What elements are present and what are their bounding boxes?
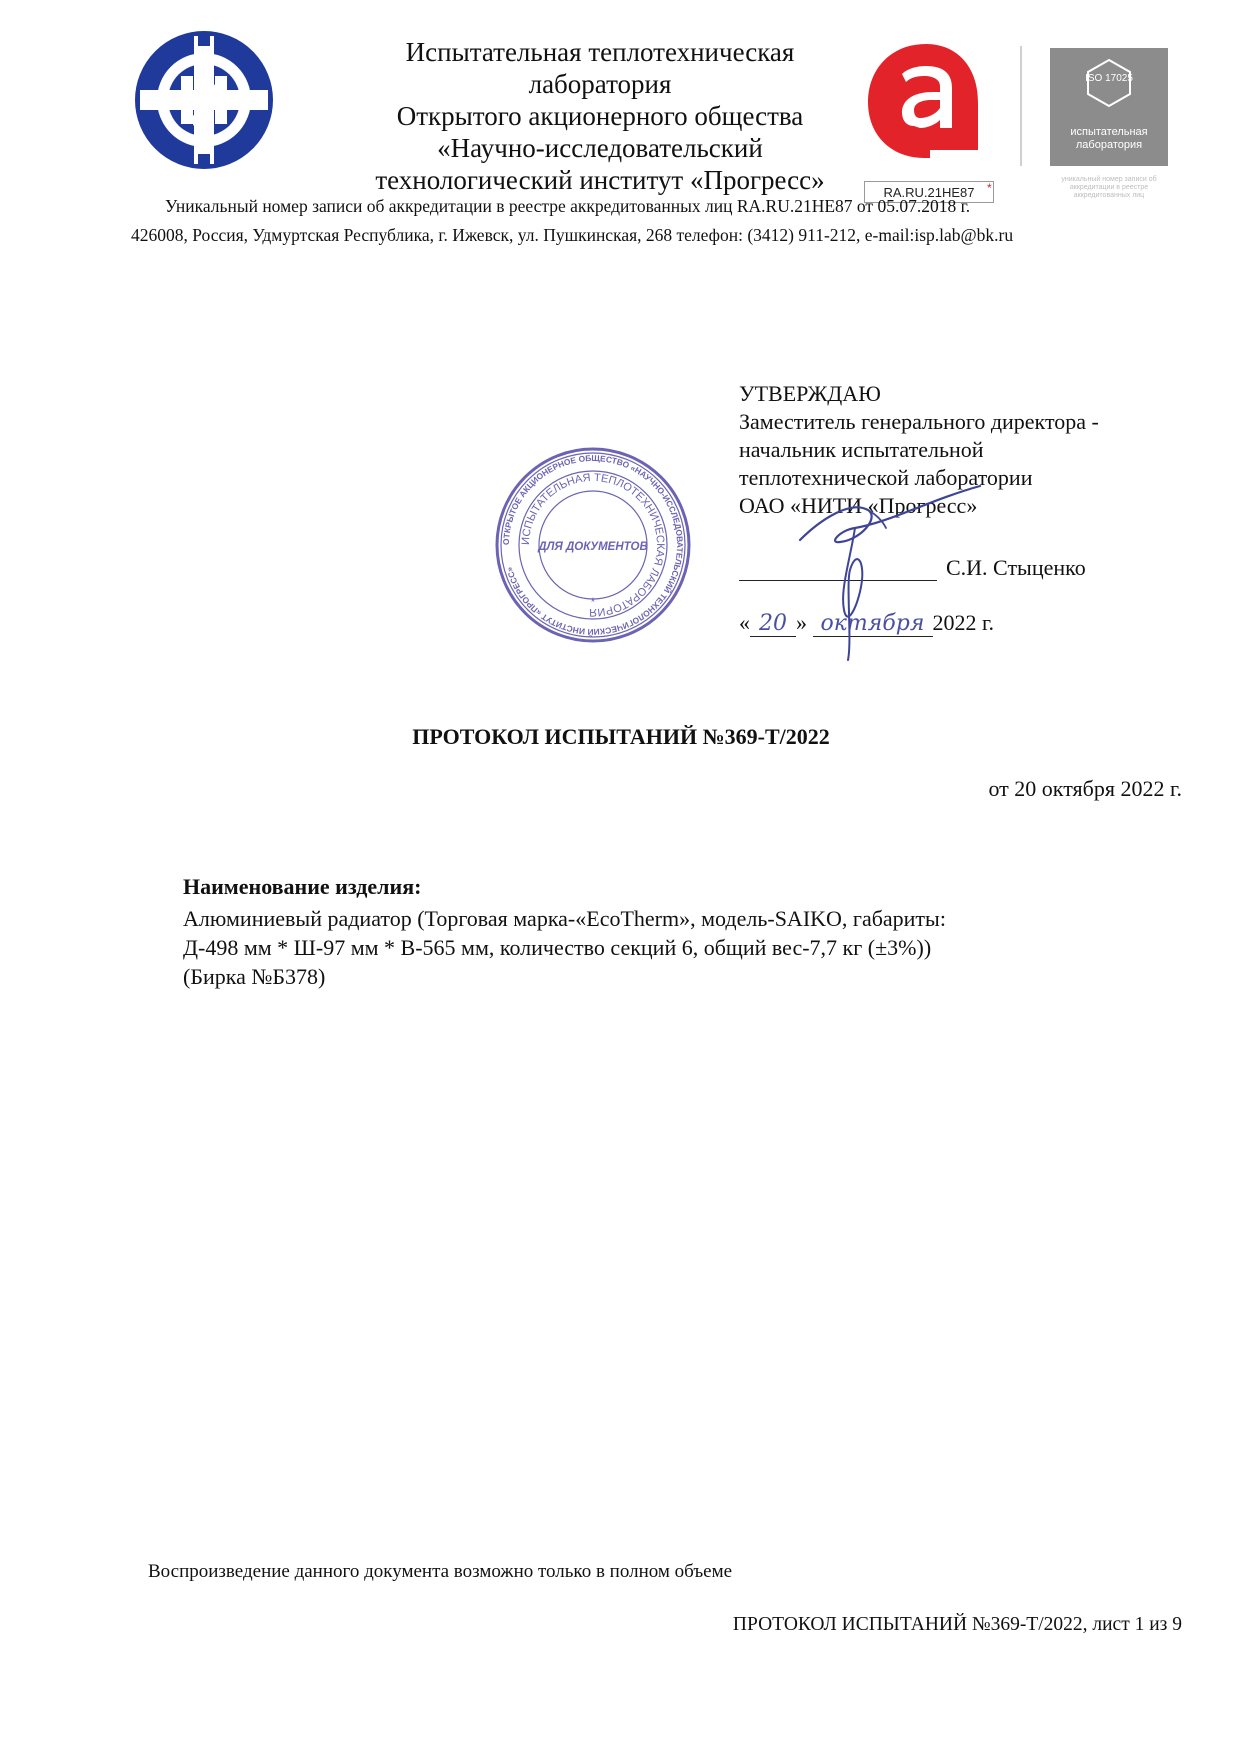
stamp-center-text: ДЛЯ ДОКУМЕНТОВ	[538, 541, 648, 553]
institute-logo-icon	[134, 30, 274, 170]
reproduction-note: Воспроизведение данного документа возможно только в полном объеме	[148, 1561, 733, 1582]
date-day: 20	[750, 611, 796, 637]
registration-mark: *	[987, 181, 992, 195]
signer-name: С.И. Стыценко	[946, 555, 1086, 580]
iso-fineprint: уникальный номер записи об аккредитации в реестре аккредитованных лиц	[1061, 176, 1157, 199]
date-year: 2022 г.	[932, 610, 995, 635]
organization-title	[300, 36, 900, 196]
product-line: Алюминиевый радиатор (Торговая марка-«EcoTherm», модель-SAIKO, габариты:	[183, 906, 946, 931]
accreditation-line: Уникальный номер записи об аккредитации в реестре аккредитованных лиц RA.RU.21НЕ87 от 05.07.2018 г.	[165, 196, 971, 216]
product-heading: Наименование изделия:	[183, 874, 422, 899]
approval-position-line: теплотехнической лаборатории	[739, 465, 1033, 490]
product-line: (Бирка №Б378)	[183, 964, 326, 989]
title-line: технологический институт «Прогресс»	[375, 165, 825, 195]
product-line: Д-498 мм * Ш-97 мм * В-565 мм, количество секций 6, общий вес-7,7 кг (±3%))	[183, 935, 932, 960]
title-line: Открытого акционерного общества	[396, 101, 804, 131]
stamp-star: *	[590, 595, 596, 609]
stamp-inner-text: ИСПЫТАТЕЛЬНАЯ ТЕПЛОТЕХНИЧЕСКАЯ ЛАБОРАТОРИЯ	[519, 471, 667, 619]
address-line: 426008, Россия, Удмуртская Республика, г. Ижевск, ул. Пушкинская, 268 телефон: (3412) 911-212, e-mail:isp.lab@bk.ru	[131, 225, 1014, 245]
date-close-quote: »	[796, 610, 807, 635]
approval-position-line: Заместитель генерального директора -	[739, 409, 1099, 434]
logo-divider	[1020, 46, 1022, 166]
signature-line	[739, 556, 937, 581]
iso-caption: испытательная лаборатория	[1070, 126, 1148, 151]
date-open-quote: «	[739, 610, 750, 635]
title-line: лаборатория	[528, 69, 672, 99]
document-title: ПРОТОКОЛ ИСПЫТАНИЙ №369-Т/2022	[412, 724, 830, 749]
date-month: октября	[813, 611, 933, 637]
document-date: от 20 октября 2022 г.	[988, 776, 1182, 801]
approval-position-line: ОАО «НИТИ «Прогресс»	[739, 493, 978, 518]
iso-number: ISO 17025	[1085, 73, 1133, 84]
title-line: Испытательная теплотехническая	[405, 37, 795, 67]
approval-date	[739, 610, 994, 637]
approval-block	[739, 380, 1099, 520]
approval-heading: УТВЕРЖДАЮ	[739, 381, 881, 406]
product-description	[183, 904, 946, 991]
approval-position-line: начальник испытательной	[739, 437, 984, 462]
accreditation-logo-icon	[860, 38, 994, 164]
registration-badge: RA.RU.21HE87	[864, 181, 994, 203]
page-footer: ПРОТОКОЛ ИСПЫТАНИЙ №369-Т/2022, лист 1 из 9	[732, 1614, 1182, 1635]
title-line: «Научно-исследовательский	[437, 133, 763, 163]
stamp-outer-text: ОТКРЫТОЕ АКЦИОНЕРНОЕ ОБЩЕСТВО «НАУЧНО-ИССЛЕДОВАТЕЛЬСКИЙ ТЕХНОЛОГИЧЕСКИЙ ИНСТИТУТ «ПРОГРЕСС»	[500, 452, 686, 638]
lab-stamp-icon	[494, 446, 692, 644]
